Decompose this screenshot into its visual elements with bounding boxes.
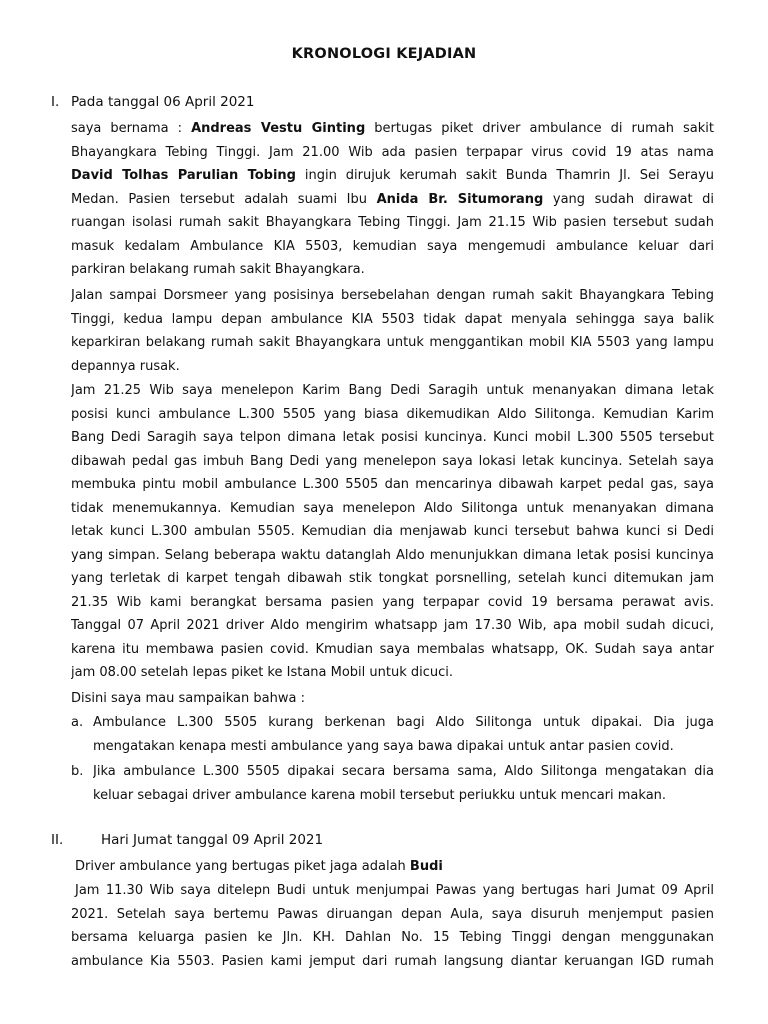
list-item-text xyxy=(93,711,714,758)
text-line: Bang Dedi Saragih saya telpon dimana letak posisi kuncinya. Kunci mobil L.300 5505 tersebut xyxy=(71,430,714,445)
section-2-number: II. xyxy=(51,832,64,848)
text-line: keparkiran belakang rumah sakit Bhayangkara untuk menggantikan mobil KIA 5503 yang lampu xyxy=(71,335,714,350)
text-line: tidak menemukannya. Kemudian saya menelepon Aldo Silitonga untuk menanyakan dimana xyxy=(71,500,714,516)
section-1-paragraph-2 xyxy=(71,284,714,378)
text-line: ambulance Kia 5503. Pasien kami jemput dari rumah langsung diantar keruangan IGD rumah xyxy=(71,953,714,969)
text-line: karena itu membawa pasien covid. Kmudian saya membalas whatsapp, OK. Sudah saya antar xyxy=(71,641,714,657)
text-line: keluar sebagai driver ambulance karena mobil tersebut periukku untuk mencari makan. xyxy=(93,787,667,803)
text-line: jam 08.00 setelah lepas piket ke Istana Mobil untuk dicuci. xyxy=(71,665,454,680)
text-line: dibawah pedal gas imbuh Bang Dedi yang menelepon saya lokasi letak kuncinya. Setelah saya xyxy=(71,453,714,469)
list-item-a xyxy=(71,711,714,758)
list-item-b xyxy=(71,760,714,807)
person-name: David Tolhas Parulian Tobing xyxy=(71,168,296,183)
text-line: Jam 11.30 Wib saya ditelepn Budi untuk menjumpai Pawas yang bertugas hari Jumat 09 April xyxy=(75,883,714,898)
list-label: a. xyxy=(71,715,84,730)
text-line: ruangan isolasi rumah sakit Bhayangkara Tebing Tinggi. Jam 21.15 Wib pasien tersebut sudah xyxy=(71,215,714,230)
section-1-number: I. xyxy=(51,94,60,110)
person-name: Andreas Vestu Ginting xyxy=(191,121,366,136)
document-title: KRONOLOGI KEJADIAN xyxy=(291,46,477,62)
text-line: Jika ambulance L.300 5505 dipakai secara bersama sama, Aldo Silitonga mengatakan dia xyxy=(93,764,714,779)
text-line: Jalan sampai Dorsmeer yang posisinya bersebelahan dengan rumah sakit Bhayangkara Tebing xyxy=(71,288,714,303)
text-line: letak kunci L.300 ambulan 5505. Kemudian dia menjawab kunci tersebut bahwa kunci si Dedi xyxy=(71,524,714,539)
text-line: Driver ambulance yang bertugas piket jaga adalah Budi xyxy=(75,859,443,874)
text-line: mengatakan kenapa mesti ambulance yang saya bawa dipakai untuk antar pasien covid. xyxy=(93,738,674,754)
section-2-heading-text: Hari Jumat tanggal 09 April 2021 xyxy=(101,832,324,848)
text-line: yang simpan. Selang beberapa waktu datanglah Aldo menunjukkan dimana letak posisi kuncinya xyxy=(71,547,714,563)
section-2-heading xyxy=(51,832,323,848)
text-line: Tinggi, kedua lampu depan ambulance KIA 5503 tidak dapat menyala sehingga saya balik xyxy=(71,311,714,327)
text-line: membuka pintu mobil ambulance L.300 5505 dan mencarinya dibawah karpet pedal gas, saya xyxy=(71,477,714,492)
text-line: parkiran belakang rumah sakit Bhayangkara. xyxy=(71,262,365,277)
section-1-paragraph-3 xyxy=(71,379,714,685)
section-1-paragraph-1 xyxy=(71,117,714,282)
text-line: 21.35 Wib kami berangkat bersama pasien yang terpapar covid 19 bersama perawat avis. xyxy=(71,594,714,610)
person-name: Anida Br. Situmorang xyxy=(376,191,544,207)
text-line: bersama keluarga pasien ke Jln. KH. Dahlan No. 15 Tebing Tinggi dengan menggunakan xyxy=(71,930,714,945)
list-item-text xyxy=(93,760,714,807)
text-line: Jam 21.25 Wib saya menelepon Karim Bang Dedi Saragih untuk menanyakan dimana letak xyxy=(71,383,714,398)
text-line: Tanggal 07 April 2021 driver Aldo mengirim whatsapp jam 17.30 Wib, apa mobil sudah dicuci, xyxy=(71,618,714,633)
text-line: yang terletak di karpet tengah dibawah stik tongkat porsnelling, setelah kunci ditemukan jam xyxy=(71,571,714,586)
text-line: saya bernama : Andreas Vestu Ginting bertugas piket driver ambulance di rumah sakit xyxy=(71,121,714,136)
section-1-paragraph-4 xyxy=(71,687,714,711)
section-2-paragraph-2 xyxy=(71,879,714,973)
text-line: Bhayangkara Tebing Tinggi. Jam 21.00 Wib ada pasien terpapar virus covid 19 atas nama xyxy=(71,144,714,160)
person-name: Budi xyxy=(409,859,443,874)
text-line: 2021. Setelah saya bertemu Pawas diruangan depan Aula, saya disuruh menjemput pasien xyxy=(71,906,714,922)
text-line: Ambulance L.300 5505 kurang berkenan bagi Aldo Silitonga untuk dipakai. Dia juga xyxy=(93,715,714,730)
text-line: posisi kunci ambulance L.300 5505 yang biasa dikemudikan Aldo Silitonga. Kemudian Karim xyxy=(71,406,714,422)
text-line: David Tolhas Parulian Tobing ingin dirujuk kerumah sakit Bunda Thamrin Jl. Sei Serayu xyxy=(71,168,714,183)
section-1-heading-text: Pada tanggal 06 April 2021 xyxy=(71,94,255,110)
list-label: b. xyxy=(71,764,84,779)
section-1-heading xyxy=(51,94,255,110)
section-2-paragraph-1 xyxy=(75,855,718,879)
text-line: Disini saya mau sampaikan bahwa : xyxy=(71,691,305,706)
text-line: masuk kedalam Ambulance KIA 5503, kemudian saya mengemudi ambulance keluar dari xyxy=(71,238,714,254)
text-line: Medan. Pasien tersebut adalah suami Ibu Anida Br. Situmorang yang sudah dirawat di xyxy=(71,191,714,207)
text-line: depannya rusak. xyxy=(71,358,180,374)
